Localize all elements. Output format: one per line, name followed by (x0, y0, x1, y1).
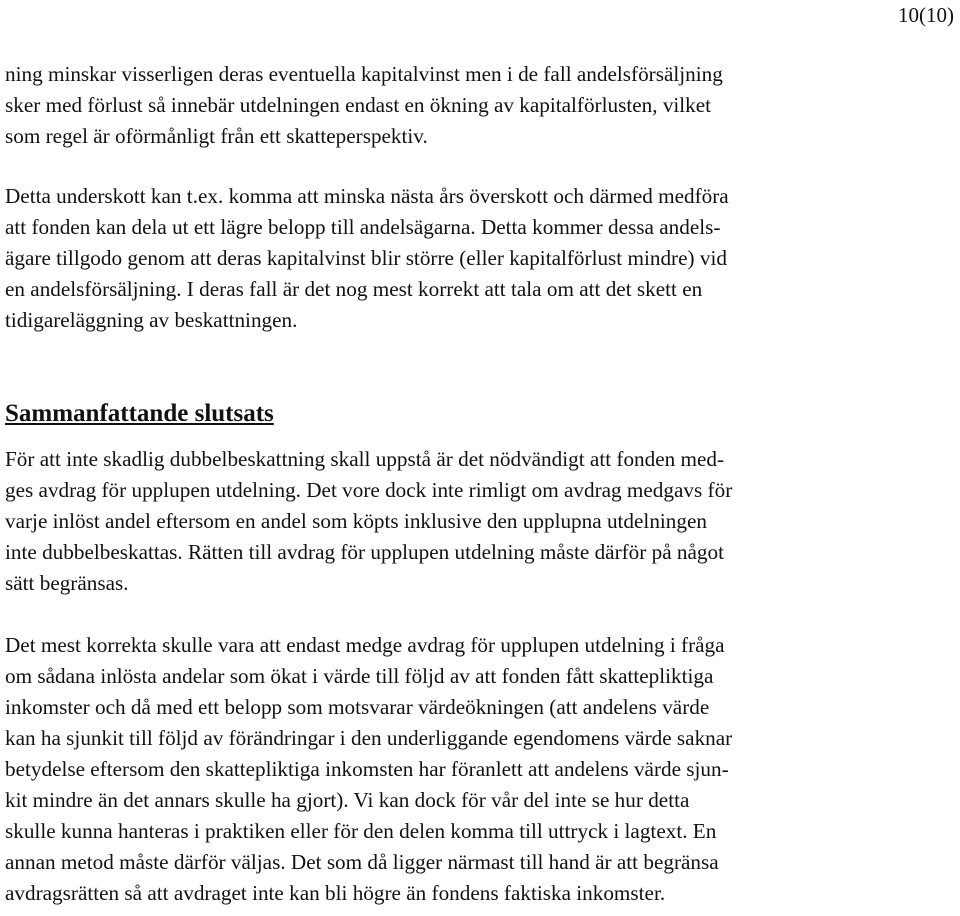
paragraph-line: skulle kunna hanteras i praktiken eller för den delen komma till uttryck i lagtext. En (5, 819, 717, 843)
paragraph-4 (5, 630, 948, 909)
paragraph-1 (5, 59, 948, 152)
paragraph-line: ning minskar visserligen deras eventuella kapitalvinst men i de fall andelsförsäljning (5, 62, 723, 86)
paragraph-2 (5, 181, 948, 336)
paragraph-line: en andelsförsäljning. I deras fall är det nog mest korrekt att tala om att det skett en (5, 277, 703, 301)
paragraph-3 (5, 444, 948, 599)
paragraph-line: Detta underskott kan t.ex. komma att minska nästa års överskott och därmed medföra (5, 184, 729, 208)
paragraph-line: sker med förlust så innebär utdelningen endast en ökning av kapitalförlusten, vilket (5, 93, 712, 117)
paragraph-line: ägare tillgodo genom att deras kapitalvinst blir större (eller kapitalförlust mindre) vid (5, 246, 727, 270)
paragraph-line: betydelse eftersom den skattepliktiga inkomsten har föranlett att andelens värde sjun- (5, 757, 729, 781)
paragraph-line: kit mindre än det annars skulle ha gjort). Vi kan dock för vår del inte se hur detta (5, 788, 690, 812)
paragraph-line: sätt begränsas. (5, 571, 129, 595)
paragraph-line: som regel är oförmånligt från ett skatteperspektiv. (5, 124, 428, 148)
paragraph-line: ges avdrag för upplupen utdelning. Det vore dock inte rimligt om avdrag medgavs för (5, 478, 733, 502)
paragraph-line: avdragsrätten så att avdraget inte kan bli högre än fondens faktiska inkomster. (5, 881, 666, 905)
paragraph-line: inte dubbelbeskattas. Rätten till avdrag för upplupen utdelning måste därför på något (5, 540, 724, 564)
paragraph-line: kan ha sjunkit till följd av förändringar i den underliggande egendomens värde saknar (5, 726, 733, 750)
paragraph-line: Det mest korrekta skulle vara att endast medge avdrag för upplupen utdelning i fråga (5, 633, 725, 657)
paragraph-line: att fonden kan dela ut ett lägre belopp till andelsägarna. Detta kommer dessa andels- (5, 215, 721, 239)
paragraph-line: inkomster och då med ett belopp som motsvarar värdeökningen (att andelens värde (5, 695, 710, 719)
paragraph-line: varje inlöst andel eftersom en andel som köpts inklusive den upplupna utdelningen (5, 509, 707, 533)
paragraph-line: om sådana inlösta andelar som ökat i värde till följd av att fonden fått skattepliktiga (5, 664, 714, 688)
paragraph-line: annan metod måste därför väljas. Det som då ligger närmast till hand är att begränsa (5, 850, 719, 874)
paragraph-line: tidigareläggning av beskattningen. (5, 308, 298, 332)
paragraph-line: För att inte skadlig dubbelbeskattning skall uppstå är det nödvändigt att fonden med- (5, 447, 725, 471)
page-number: 10(10) (898, 3, 954, 27)
section-heading: Sammanfattande slutsats (5, 399, 274, 427)
